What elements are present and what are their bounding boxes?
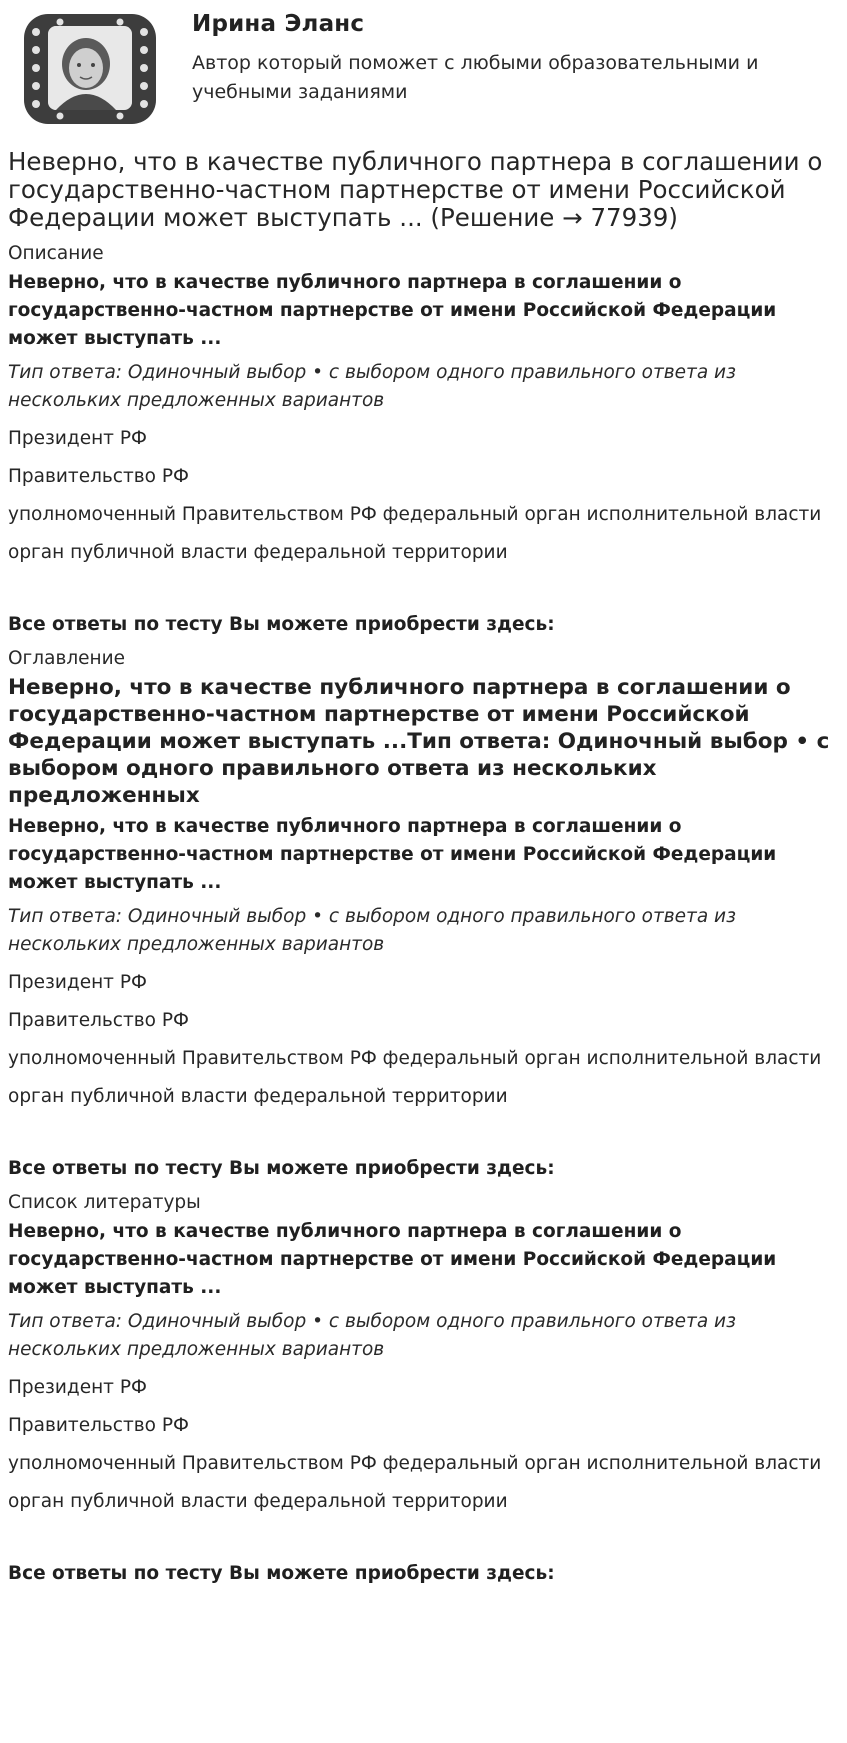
buy-answers-link[interactable]: Все ответы по тесту Вы можете приобрести здесь:: [8, 1158, 555, 1179]
answer-option: орган публичной власти федеральной территории: [8, 1491, 508, 1512]
author-bio: Автор который поможет с любыми образовательными и учебными заданиями: [192, 52, 759, 103]
author-card: [8, 0, 839, 138]
answer-option: уполномоченный Правительством РФ федеральный орган исполнительной власти: [8, 1453, 822, 1474]
answer-option: Президент РФ: [8, 1377, 147, 1398]
author-name[interactable]: Ирина Эланс: [192, 11, 365, 37]
question-text: Неверно, что в качестве публичного партнера в соглашении о государственно-частном партнерстве от имени Российской Федерации может выступать ...: [8, 1221, 777, 1298]
toc-section: [8, 647, 839, 1183]
answer-option: уполномоченный Правительством РФ федеральный орган исполнительной власти: [8, 504, 822, 525]
spacer: [8, 577, 839, 611]
section-label-description: Описание: [8, 243, 104, 264]
buy-answers-link[interactable]: Все ответы по тесту Вы можете приобрести здесь:: [8, 1563, 555, 1584]
page-title: Неверно, что в качестве публичного партнера в соглашении о государственно-частном партнерстве от имени Российской Федерации может выступать ... (Решение → 77939): [8, 147, 823, 232]
question-text: Неверно, что в качестве публичного партнера в соглашении о государственно-частном партнерстве от имени Российской Федерации может выступать ...: [8, 816, 777, 893]
description-section: [8, 242, 839, 639]
answer-type: Тип ответа: Одиночный выбор • с выбором одного правильного ответа из нескольких предложенных вариантов: [8, 362, 736, 411]
section-label-toc: Оглавление: [8, 648, 126, 669]
section-label-literature: Список литературы: [8, 1192, 201, 1213]
spacer: [8, 1526, 839, 1560]
question-text: Неверно, что в качестве публичного партнера в соглашении о государственно-частном партнерстве от имени Российской Федерации может выступать ...: [8, 272, 777, 349]
answer-option: уполномоченный Правительством РФ федеральный орган исполнительной власти: [8, 1048, 822, 1069]
toc-heading: Неверно, что в качестве публичного партнера в соглашении о государственно-частном партнерстве от имени Российской Федерации может выступать ...Тип ответа: Одиночный выбор • с выбором одного правильного ответа из нескольких предложенных: [8, 675, 830, 808]
answer-option: Правительство РФ: [8, 1010, 189, 1031]
answer-option: орган публичной власти федеральной территории: [8, 1086, 508, 1107]
spacer: [8, 1121, 839, 1155]
answer-option: Правительство РФ: [8, 1415, 189, 1436]
answer-option: Президент РФ: [8, 428, 147, 449]
answer-option: Президент РФ: [8, 972, 147, 993]
answer-option: Правительство РФ: [8, 466, 189, 487]
answer-type: Тип ответа: Одиночный выбор • с выбором одного правильного ответа из нескольких предложенных вариантов: [8, 1311, 736, 1360]
answer-type: Тип ответа: Одиночный выбор • с выбором одного правильного ответа из нескольких предложенных вариантов: [8, 906, 736, 955]
buy-answers-link[interactable]: Все ответы по тесту Вы можете приобрести здесь:: [8, 614, 555, 635]
answer-option: орган публичной власти федеральной территории: [8, 542, 508, 563]
literature-section: [8, 1191, 839, 1588]
author-avatar[interactable]: [16, 8, 164, 130]
